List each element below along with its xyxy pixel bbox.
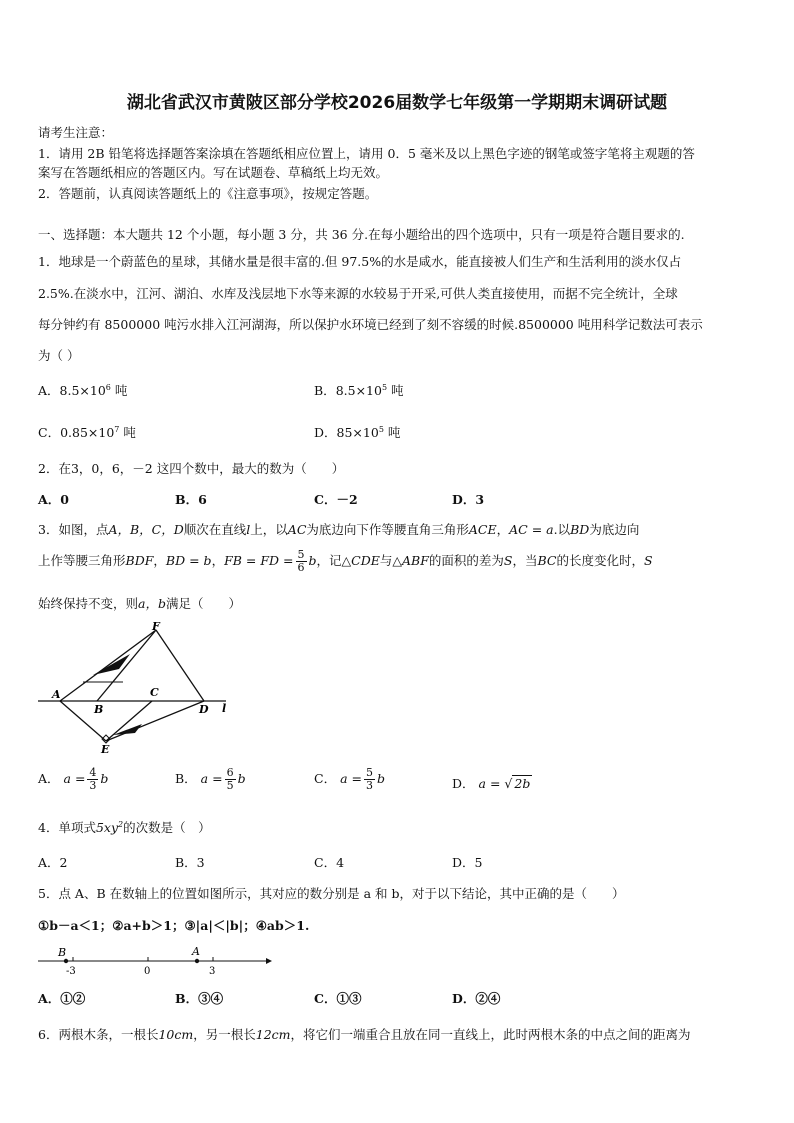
notice-item-1-line-2: 案写在答题纸相应的答题区内。写在试题卷、草稿纸上均无效。 — [38, 165, 389, 180]
notice-item-2: 2．答题前，认真阅读答题纸上的《注意事项》，按规定答题。 — [38, 186, 378, 201]
fig-label-d: D — [199, 703, 209, 716]
q5-option-a: A．①② — [38, 991, 86, 1006]
q4-stem: 4．单项式$5xy^2$的次数是（ ） — [38, 819, 211, 835]
q4-option-a: A．2 — [38, 855, 68, 870]
q1-option-a: A．$8.5\times 10^6$ 吨 — [38, 382, 128, 398]
fig-label-f: F — [152, 620, 160, 633]
axis-label-b: B — [58, 946, 67, 959]
q2-option-c: C．－2 — [314, 492, 358, 507]
fig-label-l: l — [222, 702, 227, 715]
section-heading: 一、选择题：本大题共 12 个小题，每小题 3 分，共 36 分.在每小题给出的四个选项中，只有一项是符合题目要求的. — [38, 227, 685, 242]
q2-option-d: D．3 — [452, 492, 485, 507]
q2-stem: 2．在3，0，6，－2 这四个数中，最大的数为（ ） — [38, 461, 345, 476]
q3-line-1: 3．如图，点A，B，C，D顺次在直线l上，以AC为底边向下作等腰直角三角形ACE，AC = a.以BD为底边向 — [38, 522, 640, 537]
axis-label-a: A — [192, 945, 200, 958]
q3-option-d: D． a = √ 2b — [452, 776, 531, 791]
q5-option-c: C．①③ — [314, 991, 362, 1006]
q3-line-2: 上作等腰三角形BDF，BD = b，FB = FD = $\frac{5}{6}$ b，记△CDE与△ABF的面积的差为S，当BC的长度变化时，S — [38, 548, 653, 574]
notice-heading: 请考生注意： — [38, 125, 114, 140]
axis-tick-3: 3 — [209, 966, 216, 976]
q3-line-3: 始终保持不变，则a，b满足（ ） — [38, 596, 241, 611]
fig-label-c: C — [150, 686, 159, 699]
fig-label-a: A — [52, 688, 61, 701]
q1-line-3: 每分钟约有 8500000 吨污水排入江河湖海，所以保护水环境已经到了刻不容缓的时候.8500000 吨用科学记数法可表示 — [38, 317, 703, 332]
fig-label-b: B — [94, 703, 104, 716]
q6-stem: 6．两根木条，一根长10cm，另一根长12cm，将它们一端重合且放在同一直线上，此时两根木条的中点之间的距离为 — [38, 1027, 691, 1042]
notice-item-1-line-1: 1．请用 2B 铅笔将选择题答案涂填在答题纸相应位置上，请用 0．5 毫米及以上黑色字迹的钢笔或签字笔将主观题的答 — [38, 146, 695, 161]
q2-option-b: B．6 — [175, 492, 207, 507]
q2-option-a: A．0 — [38, 492, 69, 507]
q4-option-d: D．5 — [452, 855, 483, 870]
q1-option-b: B．$8.5\times 10^5$ 吨 — [314, 382, 404, 398]
axis-tick-neg3: -3 — [66, 966, 76, 976]
q1-option-d: D．$85\times 10^5$ 吨 — [314, 424, 401, 440]
q5-conclusions: ①b－a＜1；②a+b＞1；③|a|＜|b|；④ab＞1. — [38, 918, 310, 933]
q5-stem: 5．点 A、B 在数轴上的位置如图所示，其对应的数分别是 a 和 b，对于以下结论，其中正确的是（ ） — [38, 886, 625, 901]
q1-line-1: 1．地球是一个蔚蓝色的星球，其储水量是很丰富的.但 97.5%的水是咸水，能直接被人们生产和生活利用的淡水仅占 — [38, 254, 682, 269]
q4-option-c: C．4 — [314, 855, 345, 870]
q3-option-b: B． a = $\frac{6}{5}$ b — [175, 766, 246, 792]
q5-option-b: B．③④ — [175, 991, 224, 1006]
q1-line-4: 为（ ） — [38, 348, 80, 363]
q3-figure — [38, 618, 238, 753]
q5-option-d: D．②④ — [452, 991, 501, 1006]
q1-option-c: C．$0.85\times 10^7$ 吨 — [38, 424, 136, 440]
fig-label-e: E — [101, 743, 110, 753]
page-title: 湖北省武汉市黄陂区部分学校2026届数学七年级第一学期期末调研试题 — [126, 93, 668, 113]
q3-option-c: C． a = $\frac{5}{3}$ b — [314, 766, 385, 792]
q3-option-a: A． a = $\frac{4}{3}$ b — [38, 766, 109, 792]
axis-tick-0: 0 — [144, 966, 151, 976]
q5-number-line — [36, 942, 272, 976]
q1-line-2: 2.5%.在淡水中，江河、湖泊、水库及浅层地下水等来源的水较易于开采,可供人类直接使用，而据不完全统计，全球 — [38, 286, 678, 301]
q4-option-b: B．3 — [175, 855, 205, 870]
